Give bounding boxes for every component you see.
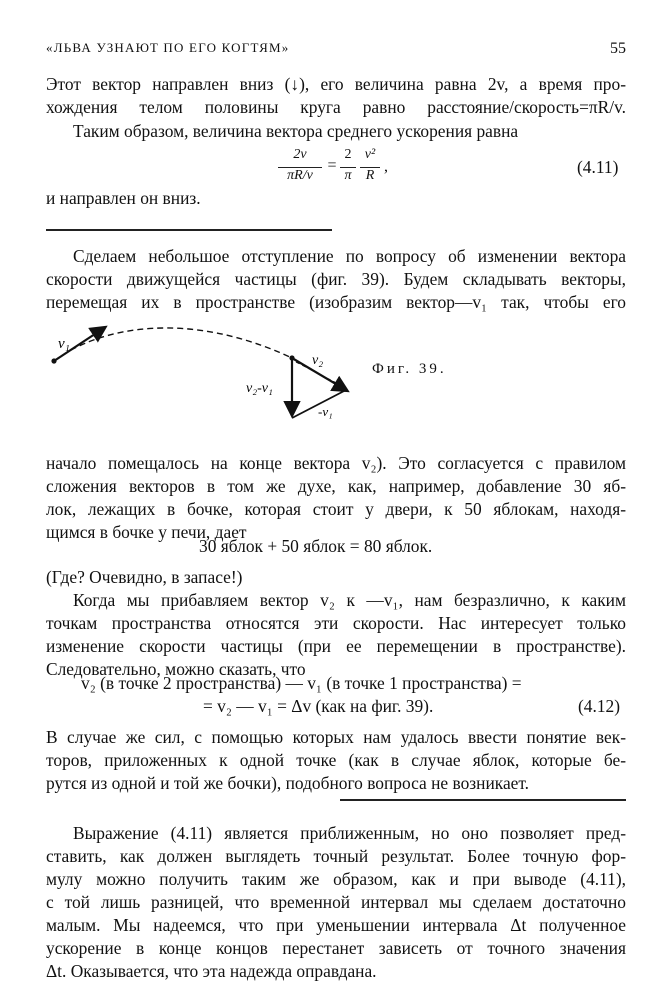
digression-line-2: скорости движущейся частицы (фиг. 39). Будем складывать векторы, [46,269,626,289]
section-rule-right [340,799,626,801]
after-fig-line-3: лок, лежащих в бочке, которая стоит у двери, к 50 яблокам, находя- [46,499,626,519]
para-forces-line-2: торов, приложенных к одной точке (как в случае яблок, которые бе- [46,750,626,770]
eq-number-4-11: (4.11) [577,157,619,177]
para-final-line-5: малым. Мы надеемся, что при уменьшении интервала Δt полученное [46,915,626,935]
para-final-line-4: с той лишь разницей, что временной интервал мы сделаем достаточно [46,892,626,912]
para-when-line-2: точкам пространства относятся эти скорости. Нас интересует только [46,613,626,633]
v2-minus-v1-label: v₂-v₁ [246,381,273,396]
running-head: «ЛЬВА УЗНАЮТ ПО ЕГО КОГТЯМ» [46,40,290,55]
para-when-line-1: Когда мы прибавляем вектор v₂ к —v₁, нам безразлично, к каким [73,590,626,610]
equation-4-12-line-2: = v₂ — v₁ = Δv (как на фиг. 39). [203,696,434,716]
intro-line-1: Этот вектор направлен вниз (↓), его величина равна 2v, а время про- [46,74,626,94]
where-line: (Где? Очевидно, в запасе!) [46,567,243,587]
page-number: 55 [610,40,626,57]
para-final-line-2: ставить, как должен выглядеть точный результат. Более точную фор- [46,846,626,866]
eq-equals: = [327,157,337,174]
digression-line-1: Сделаем небольшое отступление по вопросу об изменении вектора [73,246,626,266]
apples-equation: 30 яблок + 50 яблок = 80 яблок. [199,536,433,556]
digression-line-3: перемещая их в пространстве (изобразим вектор—v₁ так, чтобы его [46,292,626,312]
para-when-line-4: Следовательно, можно сказать, что [46,659,306,679]
neg-v1-label: -v₁ [318,404,333,419]
para-final-line-6: ускорение в конце концов перестанет зависеть от точного значения [46,938,626,958]
para-forces-line-3: рутся из одной и той же бочки), подобного вопроса не возникает. [46,773,530,793]
eq-den-1: πR/v [287,168,313,183]
eq-number-4-12: (4.12) [578,696,621,716]
eq-comma: , [384,158,388,175]
section-rule-left [46,229,332,231]
after-fig-line-4: щимся в бочке у печи, дает [46,522,247,542]
trajectory-dashed-path [54,328,292,361]
intro-line-2: хождения телом половины круга равно расстояние/скорость=πR/v. [46,97,626,117]
eq-den-3: R [365,168,375,183]
after-fig-line-2: сложения векторов в том же духе, как, например, добавление 30 яб- [46,476,626,496]
after-equation-line: и направлен он вниз. [46,188,201,208]
eq-num-2: 2 [344,147,352,162]
para-when-line-3: изменение скорости частицы (при ее перемещении в пространстве). [46,636,626,656]
equation-4-12-line-1: v₂ (в точке 2 пространства) — v₁ (в точке 1 пространства) = [81,673,522,693]
v2-label: v₂ [312,353,324,368]
para-final-line-7: Δt. Оказывается, что эта надежда оправдана. [46,961,377,981]
para-forces-line-1: В случае же сил, с помощью которых нам удалось ввести понятие век- [46,727,626,747]
eq-den-2: π [344,168,352,183]
figure-caption: Фиг. 39. [372,361,447,377]
after-fig-line-1: начало помещалось на конце вектора v₂). Это согласуется с правилом [46,453,626,473]
eq-num-3: v² [364,147,376,162]
v1-label: v₁ [58,336,70,352]
eq-num-1: 2v [293,147,307,162]
para-final-line-1: Выражение (4.11) является приближенным, но оно позволяет пред- [73,823,626,843]
para-final-line-3: мулу можно получить таким же образом, как и при выводе (4.11), [46,869,626,889]
intro-line-3: Таким образом, величина вектора среднего ускорения равна [73,121,519,141]
figure-39-diagram [40,320,380,440]
